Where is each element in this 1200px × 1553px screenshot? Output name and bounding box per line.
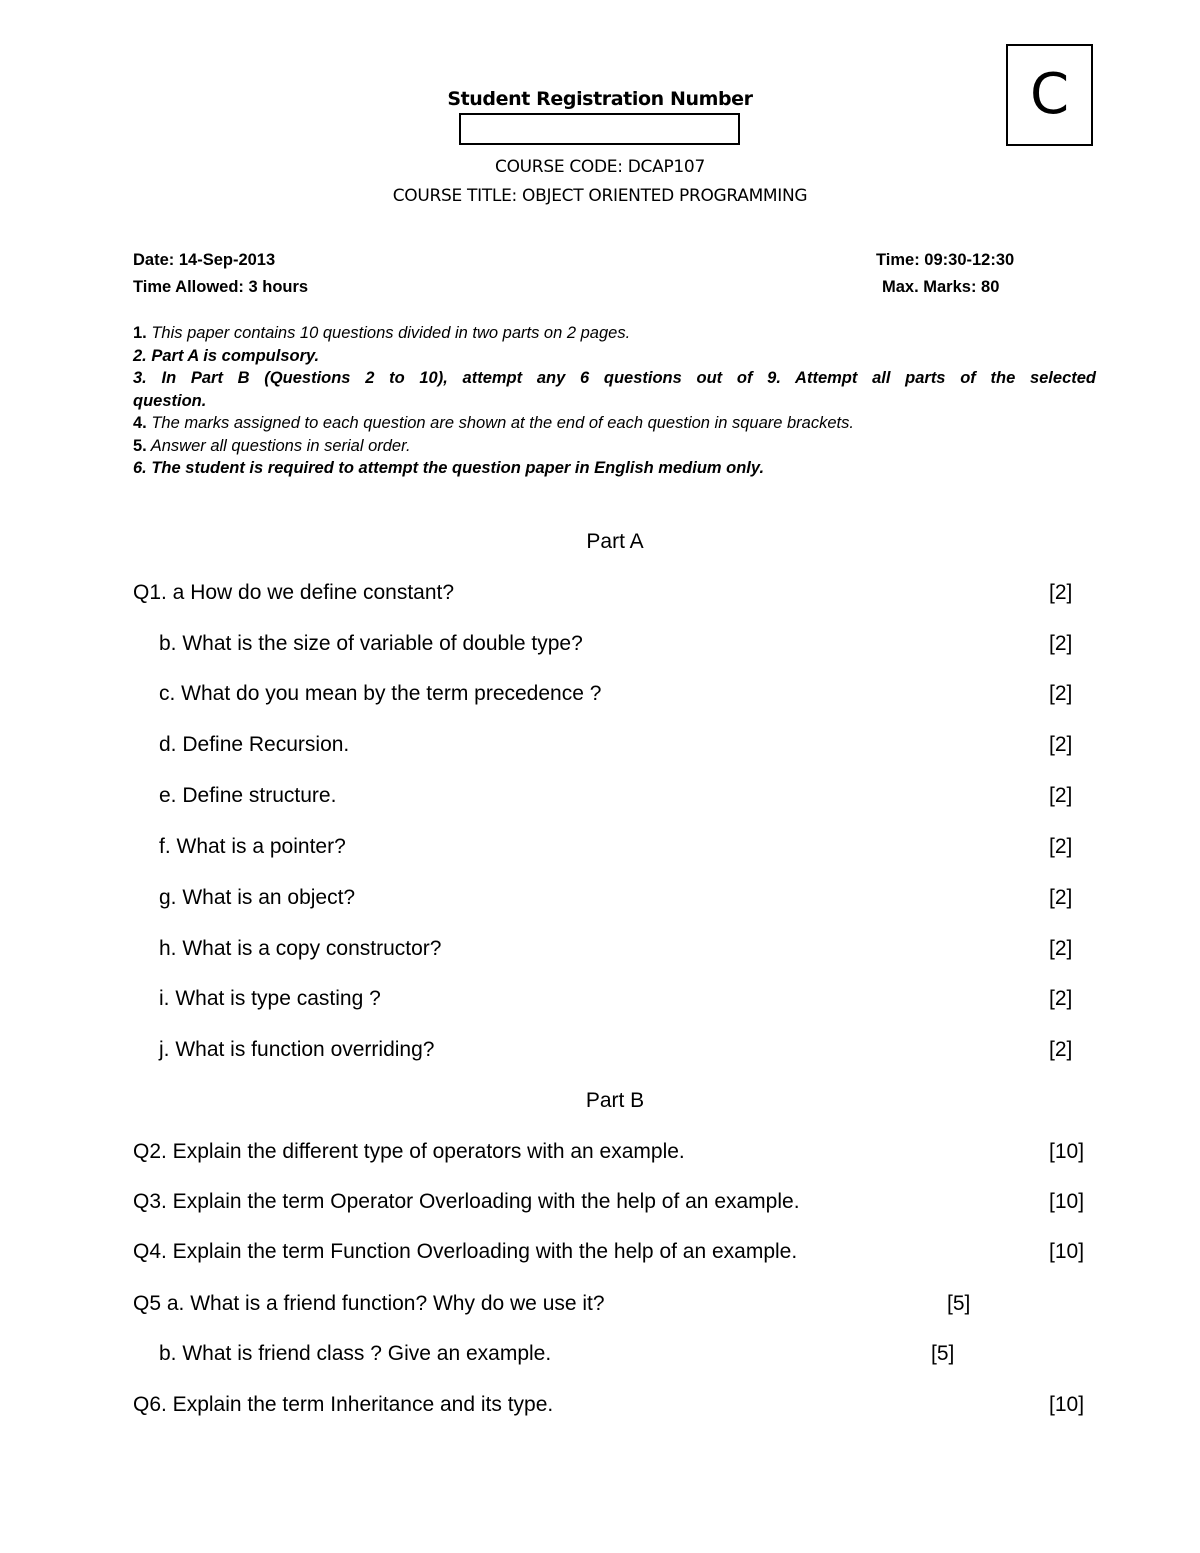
max-marks: Max. Marks: 80: [882, 278, 1000, 296]
question-3: Q3. Explain the term Operator Overloading with the help of an example.: [133, 1190, 800, 1213]
marks-2: [10]: [1049, 1140, 1085, 1163]
instruction-text: Answer all questions in serial order.: [146, 436, 411, 455]
marks-6: [10]: [1049, 1393, 1085, 1416]
part-a-heading: Part A: [586, 530, 644, 553]
question-1g: g. What is an object?: [159, 886, 356, 909]
instruction-5: [133, 435, 1096, 458]
instruction-1: [133, 322, 1096, 345]
marks-1a: [2]: [1049, 581, 1073, 604]
question-5a: Q5 a. What is a friend function? Why do we use it?: [133, 1292, 605, 1315]
instruction-text: The student is required to attempt the question paper in English medium only.: [146, 459, 765, 477]
instruction-number: 5.: [133, 436, 147, 455]
instructions: [133, 322, 1096, 480]
instruction-text: In Part B (Questions 2 to 10), attempt any 6 questions out of 9. Attempt all parts of the selected: [146, 369, 1096, 387]
marks-3: [10]: [1049, 1190, 1085, 1213]
instruction-4: [133, 412, 1096, 435]
question-1b: b. What is the size of variable of double type?: [159, 632, 583, 655]
time-allowed: Time Allowed: 3 hours: [133, 278, 309, 296]
instruction-2: [133, 345, 1096, 368]
instruction-3: [133, 367, 1096, 390]
instruction-text: This paper contains 10 questions divided in two parts on 2 pages.: [146, 324, 631, 342]
registration-label: Student Registration Number: [447, 88, 753, 110]
instruction-number: 3.: [133, 369, 147, 387]
question-1e: e. Define structure.: [159, 784, 337, 807]
marks-1f: [2]: [1049, 835, 1073, 858]
marks-5b: [5]: [931, 1342, 955, 1365]
marks-1e: [2]: [1049, 784, 1073, 807]
marks-1b: [2]: [1049, 632, 1073, 655]
question-1d: d. Define Recursion.: [159, 733, 350, 756]
question-2: Q2. Explain the different type of operators with an example.: [133, 1140, 685, 1163]
marks-4: [10]: [1049, 1240, 1085, 1263]
instruction-text: question.: [133, 391, 207, 410]
exam-date: Date: 14-Sep-2013: [133, 251, 276, 269]
question-set-box: C: [1006, 44, 1093, 146]
marks-1d: [2]: [1049, 733, 1073, 756]
instruction-number: 2.: [133, 346, 147, 365]
question-6: Q6. Explain the term Inheritance and its type.: [133, 1393, 554, 1416]
marks-1c: [2]: [1049, 682, 1073, 705]
question-1j: j. What is function overriding?: [159, 1038, 435, 1061]
question-1c: c. What do you mean by the term precedence ?: [159, 682, 602, 705]
exam-time: Time: 09:30-12:30: [876, 251, 1015, 269]
marks-1h: [2]: [1049, 937, 1073, 960]
question-1i: i. What is type casting ?: [159, 987, 381, 1010]
question-1h: h. What is a copy constructor?: [159, 937, 442, 960]
course-title: COURSE TITLE: OBJECT ORIENTED PROGRAMMING: [392, 186, 808, 206]
instruction-number: 6.: [133, 459, 147, 477]
marks-1j: [2]: [1049, 1038, 1073, 1061]
instruction-number: 1.: [133, 324, 147, 342]
instruction-number: 4.: [133, 414, 147, 432]
question-1f: f. What is a pointer?: [159, 835, 346, 858]
registration-number-box[interactable]: [459, 113, 740, 145]
course-code: COURSE CODE: DCAP107: [495, 157, 705, 177]
marks-1i: [2]: [1049, 987, 1073, 1010]
marks-1g: [2]: [1049, 886, 1073, 909]
marks-5a: [5]: [947, 1292, 971, 1315]
instruction-3-cont: [133, 390, 1096, 413]
instruction-text: The marks assigned to each question are shown at the end of each question in square brackets.: [146, 414, 854, 432]
question-5b: b. What is friend class ? Give an example.: [159, 1342, 552, 1365]
instruction-6: [133, 457, 1096, 480]
question-1a: Q1. a How do we define constant?: [133, 581, 455, 604]
question-4: Q4. Explain the term Function Overloading with the help of an example.: [133, 1240, 798, 1263]
part-b-heading: Part B: [585, 1089, 645, 1112]
instruction-text: Part A is compulsory.: [146, 346, 320, 365]
